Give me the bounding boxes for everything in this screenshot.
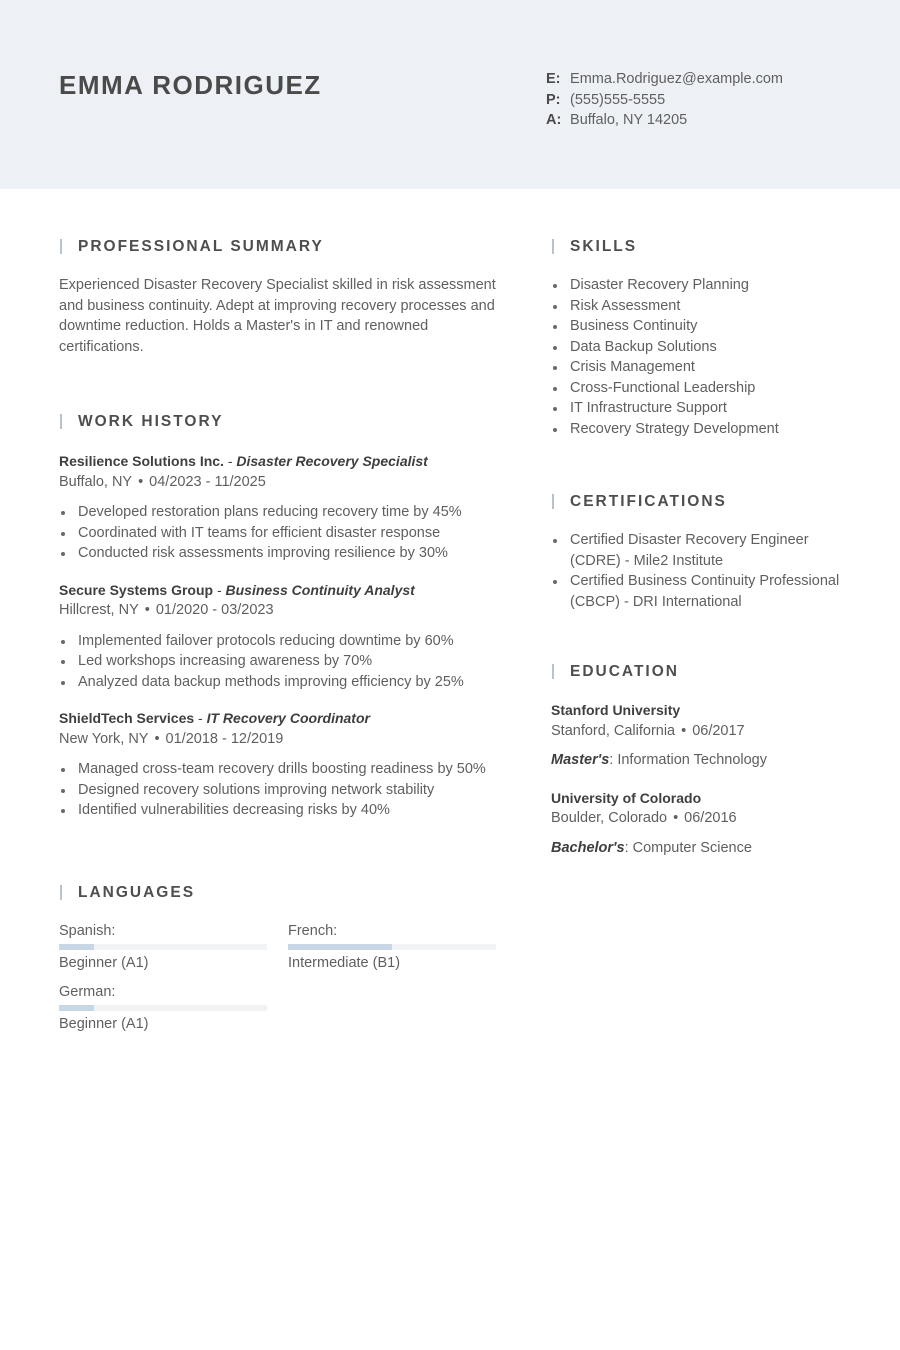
- job-meta: [59, 729, 504, 750]
- list-item: Identified vulnerabilities decreasing risks by 40%: [59, 800, 504, 821]
- certifications-list: [551, 530, 851, 612]
- job-role: Business Continuity Analyst: [225, 581, 415, 598]
- edu-degree-line: [551, 838, 851, 859]
- language-name: Spanish:: [59, 922, 116, 939]
- job-header: [59, 580, 504, 601]
- skills-section: [551, 237, 851, 439]
- language-level-fill: [59, 944, 94, 950]
- list-item: Led workshops increasing awareness by 70%: [59, 651, 504, 672]
- contact-info: [546, 69, 783, 131]
- edu-school: Stanford University: [551, 702, 681, 718]
- list-item: Disaster Recovery Planning: [551, 275, 851, 296]
- left-column: [59, 237, 504, 1041]
- language-level: Intermediate (B1): [288, 954, 401, 971]
- language-item-spanish: [59, 921, 267, 973]
- resume-header: [0, 0, 900, 189]
- contact-phone: (555)555-5555: [570, 91, 666, 108]
- job-dates: 01/2018 - 12/2019: [165, 730, 284, 747]
- list-item: Data Backup Solutions: [551, 337, 851, 358]
- language-level: Beginner (A1): [59, 1015, 149, 1032]
- contact-email-label: E:: [546, 71, 561, 87]
- edu-location: Stanford, California: [551, 722, 676, 739]
- contact-address: Buffalo, NY 14205: [570, 112, 688, 128]
- job-location: Buffalo, NY: [59, 473, 133, 490]
- edu-degree: Bachelor's: [551, 839, 625, 856]
- education-entry: [551, 788, 851, 859]
- edu-degree: Master's: [551, 752, 610, 768]
- certifications-title: CERTIFICATIONS: [551, 492, 851, 512]
- languages-title: LANGUAGES: [59, 883, 504, 903]
- bullet-separator: •: [144, 602, 150, 618]
- edu-field: : Information Technology: [609, 752, 767, 768]
- list-item: Implemented failover protocols reducing downtime by 60%: [59, 631, 504, 652]
- list-item: Coordinated with IT teams for efficient disaster response: [59, 523, 504, 544]
- language-level-bar: [288, 944, 496, 950]
- work-history-title: WORK HISTORY: [59, 412, 504, 432]
- bullet-separator: •: [681, 722, 687, 739]
- contact-phone-label: P:: [546, 91, 561, 108]
- skills-list: [551, 275, 851, 439]
- education-entry: [551, 700, 851, 771]
- contact-address-label: A:: [546, 112, 562, 128]
- list-item: Developed restoration plans reducing recovery time by 45%: [59, 502, 504, 523]
- edu-degree-line: [551, 750, 851, 771]
- job-meta: [59, 472, 504, 493]
- language-level-bar: [59, 1005, 267, 1011]
- language-item-german: [59, 982, 267, 1034]
- edu-location: Boulder, Colorado: [551, 810, 668, 826]
- job-separator: -: [194, 710, 207, 726]
- education-title: EDUCATION: [551, 662, 851, 682]
- list-item: IT Infrastructure Support: [551, 398, 851, 419]
- work-history-section: [59, 412, 504, 821]
- edu-meta: [551, 808, 851, 829]
- bullet-separator: •: [673, 810, 679, 826]
- list-item: Cross-Functional Leadership: [551, 378, 851, 399]
- candidate-name: EMMA RODRIGUEZ: [59, 70, 322, 100]
- languages-section: [59, 883, 504, 1041]
- job-role: IT Recovery Coordinator: [206, 710, 370, 726]
- job-dates: 01/2020 - 03/2023: [155, 602, 274, 618]
- contact-email-row: [546, 69, 783, 90]
- language-level-bar: [59, 944, 267, 950]
- list-item: Managed cross-team recovery drills boosting readiness by 50%: [59, 759, 504, 780]
- edu-field: : Computer Science: [624, 839, 752, 856]
- skills-title: SKILLS: [551, 237, 851, 257]
- job-separator: -: [213, 581, 226, 598]
- bullet-separator: •: [154, 730, 160, 747]
- contact-email[interactable]: Emma.Rodriguez@example.com: [570, 71, 783, 87]
- list-item: Recovery Strategy Development: [551, 419, 851, 440]
- list-item: Conducted risk assessments improving resilience by 30%: [59, 543, 504, 564]
- job-location: New York, NY: [59, 730, 149, 747]
- job-header: [59, 708, 504, 729]
- list-item: Certified Disaster Recovery Engineer (CDRE) - Mile2 Institute: [551, 530, 851, 571]
- job-company: Resilience Solutions Inc.: [59, 453, 224, 469]
- list-item: Business Continuity: [551, 316, 851, 337]
- list-item: Certified Business Continuity Professional (CBCP) - DRI International: [551, 571, 851, 612]
- edu-school: University of Colorado: [551, 789, 702, 806]
- edu-date: 06/2016: [684, 810, 737, 826]
- job-bullets: [59, 631, 504, 693]
- job-company: Secure Systems Group: [59, 581, 214, 598]
- certifications-section: [551, 492, 851, 612]
- right-column: [551, 237, 851, 858]
- language-level-fill: [288, 944, 392, 950]
- job-entry: [59, 451, 504, 564]
- job-dates: 04/2023 - 11/2025: [149, 473, 266, 490]
- job-bullets: [59, 502, 504, 564]
- contact-phone-row: [546, 90, 783, 111]
- job-entry: [59, 708, 504, 821]
- language-level: Beginner (A1): [59, 954, 149, 971]
- summary-title: PROFESSIONAL SUMMARY: [59, 237, 504, 257]
- job-entry: [59, 580, 504, 693]
- summary-section: [59, 237, 504, 357]
- language-item-french: [288, 921, 496, 973]
- job-location: Hillcrest, NY: [59, 602, 139, 618]
- edu-meta: [551, 721, 851, 742]
- list-item: Risk Assessment: [551, 296, 851, 317]
- contact-address-row: [546, 110, 783, 131]
- education-section: [551, 662, 851, 858]
- languages-grid: [59, 921, 504, 1041]
- edu-date: 06/2017: [692, 722, 745, 739]
- job-header: [59, 451, 504, 472]
- list-item: Designed recovery solutions improving network stability: [59, 780, 504, 801]
- list-item: Crisis Management: [551, 357, 851, 378]
- job-separator: -: [223, 453, 237, 469]
- bullet-separator: •: [138, 473, 144, 490]
- job-bullets: [59, 759, 504, 821]
- language-level-fill: [59, 1005, 94, 1011]
- job-meta: [59, 600, 504, 621]
- list-item: Analyzed data backup methods improving efficiency by 25%: [59, 672, 504, 693]
- job-role: Disaster Recovery Specialist: [236, 453, 428, 469]
- language-name: French:: [288, 922, 338, 939]
- summary-text: Experienced Disaster Recovery Specialist skilled in risk assessment and business continuity. Adept at improving recovery processes and downtime reduction. Holds a Master's in IT and renowned certifications.: [59, 277, 496, 355]
- job-company: ShieldTech Services: [59, 710, 195, 726]
- language-name: German:: [59, 983, 116, 1000]
